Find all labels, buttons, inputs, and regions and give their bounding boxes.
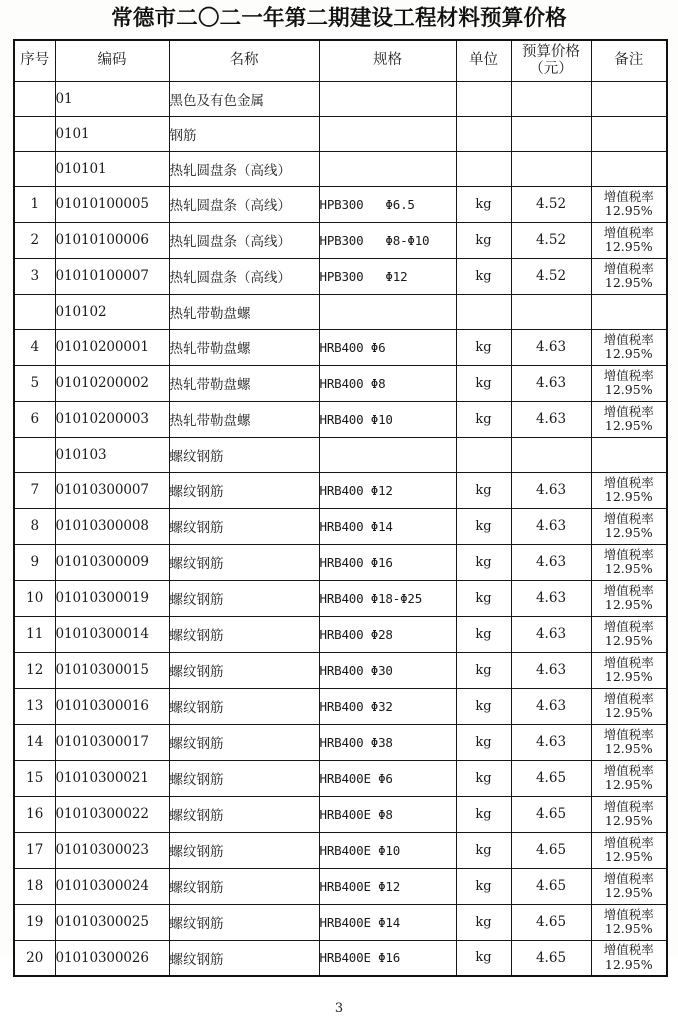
table-body — [14, 81, 667, 976]
remark-tax-rate: 12.95% — [604, 885, 653, 900]
cell-material-code: 01010100006 — [55, 222, 169, 258]
cell-specification: HRB400 Φ28 — [319, 616, 456, 652]
cell-material-code: 01010300023 — [55, 832, 169, 868]
cell-remark — [591, 652, 667, 688]
column-header-price — [511, 40, 591, 82]
cell-specification: HRB400E Φ16 — [319, 940, 456, 976]
remark-tax-rate: 12.95% — [604, 705, 653, 720]
remark-label: 增值税率 — [603, 403, 654, 419]
remark-tax-rate: 12.95% — [604, 741, 653, 756]
cell-budget-price: 4.63 — [511, 688, 591, 724]
remark-label: 增值税率 — [603, 726, 654, 742]
cell-remark — [591, 832, 667, 868]
cell-unit: kg — [456, 222, 511, 258]
column-header-remark: 备注 — [591, 40, 667, 82]
cell-budget-price: 4.65 — [511, 796, 591, 832]
cell-remark — [591, 796, 667, 832]
cell-sequence-number: 4 — [14, 329, 55, 365]
remark-tax-rate: 12.95% — [604, 239, 653, 254]
cell-material-name: 热轧带勒盘螺 — [169, 294, 319, 329]
cell-remark — [591, 688, 667, 724]
table-row — [14, 508, 667, 544]
cell-specification: HRB400 Φ32 — [319, 688, 456, 724]
cell-specification — [319, 81, 456, 116]
cell-specification: HRB400 Φ12 — [319, 472, 456, 508]
cell-material-code: 01010200002 — [55, 365, 169, 401]
table-row — [14, 868, 667, 904]
cell-specification: HRB400 Φ18-Φ25 — [319, 580, 456, 616]
cell-specification — [319, 294, 456, 329]
cell-unit — [456, 437, 511, 472]
remark-tax-rate: 12.95% — [604, 921, 653, 936]
cell-budget-price: 4.63 — [511, 544, 591, 580]
cell-material-name: 热轧圆盘条（高线） — [169, 222, 319, 258]
cell-budget-price: 4.52 — [511, 258, 591, 294]
remark-tax-rate: 12.95% — [604, 633, 653, 648]
remark-tax-rate: 12.95% — [604, 382, 653, 397]
cell-sequence-number: 17 — [14, 832, 55, 868]
cell-remark — [591, 81, 667, 116]
cell-budget-price: 4.52 — [511, 186, 591, 222]
cell-remark — [591, 724, 667, 760]
cell-material-name: 钢筋 — [169, 116, 319, 151]
remark-label: 增值税率 — [603, 798, 654, 814]
table-row — [14, 401, 667, 437]
cell-material-code: 01010300019 — [55, 580, 169, 616]
table-row — [14, 724, 667, 760]
cell-material-name: 螺纹钢筋 — [169, 616, 319, 652]
cell-sequence-number: 10 — [14, 580, 55, 616]
cell-remark — [591, 508, 667, 544]
remark-label: 增值税率 — [603, 906, 654, 922]
cell-remark — [591, 222, 667, 258]
cell-sequence-number: 2 — [14, 222, 55, 258]
cell-sequence-number: 20 — [14, 940, 55, 976]
cell-sequence-number: 18 — [14, 868, 55, 904]
remark-label: 增值税率 — [603, 188, 654, 204]
cell-unit: kg — [456, 796, 511, 832]
cell-budget-price — [511, 116, 591, 151]
cell-remark — [591, 151, 667, 186]
category-row — [14, 116, 667, 151]
cell-remark — [591, 437, 667, 472]
remark-tax-rate: 12.95% — [604, 275, 653, 290]
cell-specification: HRB400E Φ8 — [319, 796, 456, 832]
cell-remark — [591, 760, 667, 796]
cell-budget-price: 4.63 — [511, 508, 591, 544]
material-price-table — [13, 39, 668, 978]
cell-remark — [591, 472, 667, 508]
cell-material-name: 热轧带勒盘螺 — [169, 329, 319, 365]
cell-material-name: 热轧圆盘条（高线） — [169, 151, 319, 186]
table-row — [14, 222, 667, 258]
cell-sequence-number — [14, 81, 55, 116]
cell-unit: kg — [456, 186, 511, 222]
remark-tax-rate: 12.95% — [604, 489, 653, 504]
remark-tax-rate: 12.95% — [604, 669, 653, 684]
remark-label: 增值税率 — [603, 582, 654, 598]
cell-unit: kg — [456, 580, 511, 616]
cell-budget-price: 4.63 — [511, 329, 591, 365]
column-header-unit: 单位 — [456, 40, 511, 82]
category-row — [14, 437, 667, 472]
cell-material-name: 热轧带勒盘螺 — [169, 365, 319, 401]
cell-specification: HRB400E Φ6 — [319, 760, 456, 796]
table-row — [14, 580, 667, 616]
cell-sequence-number: 3 — [14, 258, 55, 294]
remark-label: 增值税率 — [603, 690, 654, 706]
remark-label: 增值税率 — [603, 654, 654, 670]
cell-material-name: 热轧带勒盘螺 — [169, 401, 319, 437]
cell-specification: HRB400 Φ16 — [319, 544, 456, 580]
cell-budget-price: 4.65 — [511, 832, 591, 868]
cell-sequence-number: 12 — [14, 652, 55, 688]
cell-remark — [591, 116, 667, 151]
cell-remark — [591, 401, 667, 437]
table-row — [14, 688, 667, 724]
table-row — [14, 652, 667, 688]
cell-remark — [591, 329, 667, 365]
cell-material-code: 01 — [55, 81, 169, 116]
cell-sequence-number — [14, 151, 55, 186]
column-header-name: 名称 — [169, 40, 319, 82]
remark-label: 增值税率 — [603, 260, 654, 276]
price-table-container — [0, 39, 678, 978]
cell-specification: HRB400 Φ6 — [319, 329, 456, 365]
cell-sequence-number: 19 — [14, 904, 55, 940]
cell-material-name: 螺纹钢筋 — [169, 904, 319, 940]
cell-material-name: 螺纹钢筋 — [169, 508, 319, 544]
cell-budget-price: 4.63 — [511, 472, 591, 508]
cell-material-code: 01010300014 — [55, 616, 169, 652]
cell-material-code: 01010300008 — [55, 508, 169, 544]
table-header — [14, 40, 667, 82]
cell-remark — [591, 294, 667, 329]
cell-unit — [456, 151, 511, 186]
table-row — [14, 365, 667, 401]
cell-specification: HRB400 Φ30 — [319, 652, 456, 688]
table-row — [14, 472, 667, 508]
cell-material-code: 01010200001 — [55, 329, 169, 365]
cell-material-name: 螺纹钢筋 — [169, 472, 319, 508]
cell-budget-price: 4.63 — [511, 652, 591, 688]
cell-budget-price: 4.63 — [511, 724, 591, 760]
cell-unit: kg — [456, 832, 511, 868]
cell-sequence-number: 9 — [14, 544, 55, 580]
remark-tax-rate: 12.95% — [604, 346, 653, 361]
page-title: 常德市二〇二一年第二期建设工程材料预算价格 — [111, 6, 567, 31]
cell-budget-price: 4.65 — [511, 868, 591, 904]
cell-material-name: 螺纹钢筋 — [169, 940, 319, 976]
cell-unit — [456, 116, 511, 151]
cell-remark — [591, 904, 667, 940]
cell-material-name: 螺纹钢筋 — [169, 832, 319, 868]
column-header-price-line2: （元） — [529, 60, 573, 77]
cell-sequence-number: 11 — [14, 616, 55, 652]
table-row — [14, 258, 667, 294]
cell-sequence-number: 1 — [14, 186, 55, 222]
cell-budget-price: 4.63 — [511, 365, 591, 401]
remark-label: 增值税率 — [603, 942, 654, 958]
cell-remark — [591, 365, 667, 401]
cell-unit: kg — [456, 544, 511, 580]
remark-tax-rate: 12.95% — [604, 777, 653, 792]
cell-material-code: 010101 — [55, 151, 169, 186]
cell-budget-price: 4.63 — [511, 401, 591, 437]
cell-material-name: 螺纹钢筋 — [169, 724, 319, 760]
cell-material-code: 01010200003 — [55, 401, 169, 437]
header-row — [14, 40, 667, 82]
cell-budget-price — [511, 294, 591, 329]
cell-specification — [319, 437, 456, 472]
remark-tax-rate: 12.95% — [604, 597, 653, 612]
cell-unit — [456, 294, 511, 329]
remark-label: 增值税率 — [603, 331, 654, 347]
cell-material-name: 螺纹钢筋 — [169, 868, 319, 904]
cell-budget-price — [511, 151, 591, 186]
cell-budget-price: 4.65 — [511, 760, 591, 796]
table-row — [14, 544, 667, 580]
cell-remark — [591, 940, 667, 976]
cell-unit: kg — [456, 724, 511, 760]
cell-remark — [591, 544, 667, 580]
cell-specification: HRB400 Φ14 — [319, 508, 456, 544]
cell-material-code: 01010300007 — [55, 472, 169, 508]
cell-specification — [319, 116, 456, 151]
cell-budget-price: 4.63 — [511, 580, 591, 616]
remark-tax-rate: 12.95% — [604, 203, 653, 218]
cell-remark — [591, 580, 667, 616]
cell-unit: kg — [456, 508, 511, 544]
remark-tax-rate: 12.95% — [604, 525, 653, 540]
cell-specification: HRB400 Φ38 — [319, 724, 456, 760]
table-row — [14, 760, 667, 796]
remark-label: 增值税率 — [603, 834, 654, 850]
cell-sequence-number — [14, 437, 55, 472]
cell-material-code: 01010300016 — [55, 688, 169, 724]
table-row — [14, 832, 667, 868]
remark-label: 增值税率 — [603, 762, 654, 778]
remark-label: 增值税率 — [603, 367, 654, 383]
page-number: 3 — [334, 1001, 344, 1016]
cell-remark — [591, 258, 667, 294]
remark-tax-rate: 12.95% — [604, 561, 653, 576]
cell-specification: HRB400E Φ10 — [319, 832, 456, 868]
cell-sequence-number — [14, 294, 55, 329]
cell-specification: HPB300 Φ8-Φ10 — [319, 222, 456, 258]
cell-specification: HPB300 Φ12 — [319, 258, 456, 294]
column-header-code: 编码 — [55, 40, 169, 82]
cell-sequence-number — [14, 116, 55, 151]
cell-material-name: 螺纹钢筋 — [169, 688, 319, 724]
cell-material-code: 01010100007 — [55, 258, 169, 294]
column-header-seq: 序号 — [14, 40, 55, 82]
remark-tax-rate: 12.95% — [604, 813, 653, 828]
cell-unit — [456, 81, 511, 116]
cell-material-name: 热轧圆盘条（高线） — [169, 258, 319, 294]
cell-unit: kg — [456, 258, 511, 294]
cell-specification: HRB400 Φ8 — [319, 365, 456, 401]
remark-label: 增值税率 — [603, 474, 654, 490]
remark-label: 增值税率 — [603, 546, 654, 562]
remark-tax-rate: 12.95% — [604, 418, 653, 433]
cell-material-code: 010103 — [55, 437, 169, 472]
cell-budget-price: 4.65 — [511, 940, 591, 976]
cell-material-code: 01010300026 — [55, 940, 169, 976]
cell-unit: kg — [456, 868, 511, 904]
cell-unit: kg — [456, 760, 511, 796]
cell-unit: kg — [456, 940, 511, 976]
category-row — [14, 151, 667, 186]
cell-material-name: 螺纹钢筋 — [169, 580, 319, 616]
cell-unit: kg — [456, 616, 511, 652]
cell-material-name: 黑色及有色金属 — [169, 81, 319, 116]
cell-material-code: 01010300024 — [55, 868, 169, 904]
cell-sequence-number: 14 — [14, 724, 55, 760]
table-row — [14, 940, 667, 976]
cell-specification: HRB400 Φ10 — [319, 401, 456, 437]
cell-material-code: 01010300022 — [55, 796, 169, 832]
cell-material-name: 螺纹钢筋 — [169, 760, 319, 796]
cell-remark — [591, 186, 667, 222]
cell-remark — [591, 868, 667, 904]
cell-sequence-number: 13 — [14, 688, 55, 724]
table-row — [14, 616, 667, 652]
remark-label: 增值税率 — [603, 618, 654, 634]
cell-budget-price — [511, 437, 591, 472]
cell-material-code: 01010300017 — [55, 724, 169, 760]
cell-sequence-number: 7 — [14, 472, 55, 508]
cell-material-code: 01010300025 — [55, 904, 169, 940]
cell-unit: kg — [456, 365, 511, 401]
cell-budget-price: 4.65 — [511, 904, 591, 940]
remark-tax-rate: 12.95% — [604, 956, 653, 972]
remark-tax-rate: 12.95% — [604, 849, 653, 864]
cell-material-code: 01010100005 — [55, 186, 169, 222]
column-header-spec: 规格 — [319, 40, 456, 82]
cell-remark — [591, 616, 667, 652]
cell-material-code: 01010300021 — [55, 760, 169, 796]
remark-label: 增值税率 — [603, 224, 654, 240]
remark-label: 增值税率 — [603, 870, 654, 886]
cell-material-code: 010102 — [55, 294, 169, 329]
cell-unit: kg — [456, 652, 511, 688]
category-row — [14, 294, 667, 329]
cell-material-name: 螺纹钢筋 — [169, 796, 319, 832]
cell-material-code: 01010300015 — [55, 652, 169, 688]
cell-sequence-number: 15 — [14, 760, 55, 796]
cell-material-name: 螺纹钢筋 — [169, 652, 319, 688]
cell-unit: kg — [456, 472, 511, 508]
cell-budget-price — [511, 81, 591, 116]
cell-material-code: 01010300009 — [55, 544, 169, 580]
table-row — [14, 186, 667, 222]
cell-unit: kg — [456, 688, 511, 724]
cell-unit: kg — [456, 904, 511, 940]
table-row — [14, 329, 667, 365]
cell-budget-price: 4.63 — [511, 616, 591, 652]
table-row — [14, 796, 667, 832]
cell-specification: HRB400E Φ14 — [319, 904, 456, 940]
category-row — [14, 81, 667, 116]
cell-material-name: 螺纹钢筋 — [169, 544, 319, 580]
table-row — [14, 904, 667, 940]
cell-sequence-number: 8 — [14, 508, 55, 544]
cell-budget-price: 4.52 — [511, 222, 591, 258]
cell-sequence-number: 6 — [14, 401, 55, 437]
cell-specification: HPB300 Φ6.5 — [319, 186, 456, 222]
cell-unit: kg — [456, 401, 511, 437]
cell-specification: HRB400E Φ12 — [319, 868, 456, 904]
cell-specification — [319, 151, 456, 186]
cell-material-code: 0101 — [55, 116, 169, 151]
cell-unit: kg — [456, 329, 511, 365]
remark-label: 增值税率 — [603, 510, 654, 526]
cell-material-name: 螺纹钢筋 — [169, 437, 319, 472]
column-header-price-line1: 预算价格 — [522, 44, 580, 61]
cell-sequence-number: 5 — [14, 365, 55, 401]
cell-material-name: 热轧圆盘条（高线） — [169, 186, 319, 222]
cell-sequence-number: 16 — [14, 796, 55, 832]
